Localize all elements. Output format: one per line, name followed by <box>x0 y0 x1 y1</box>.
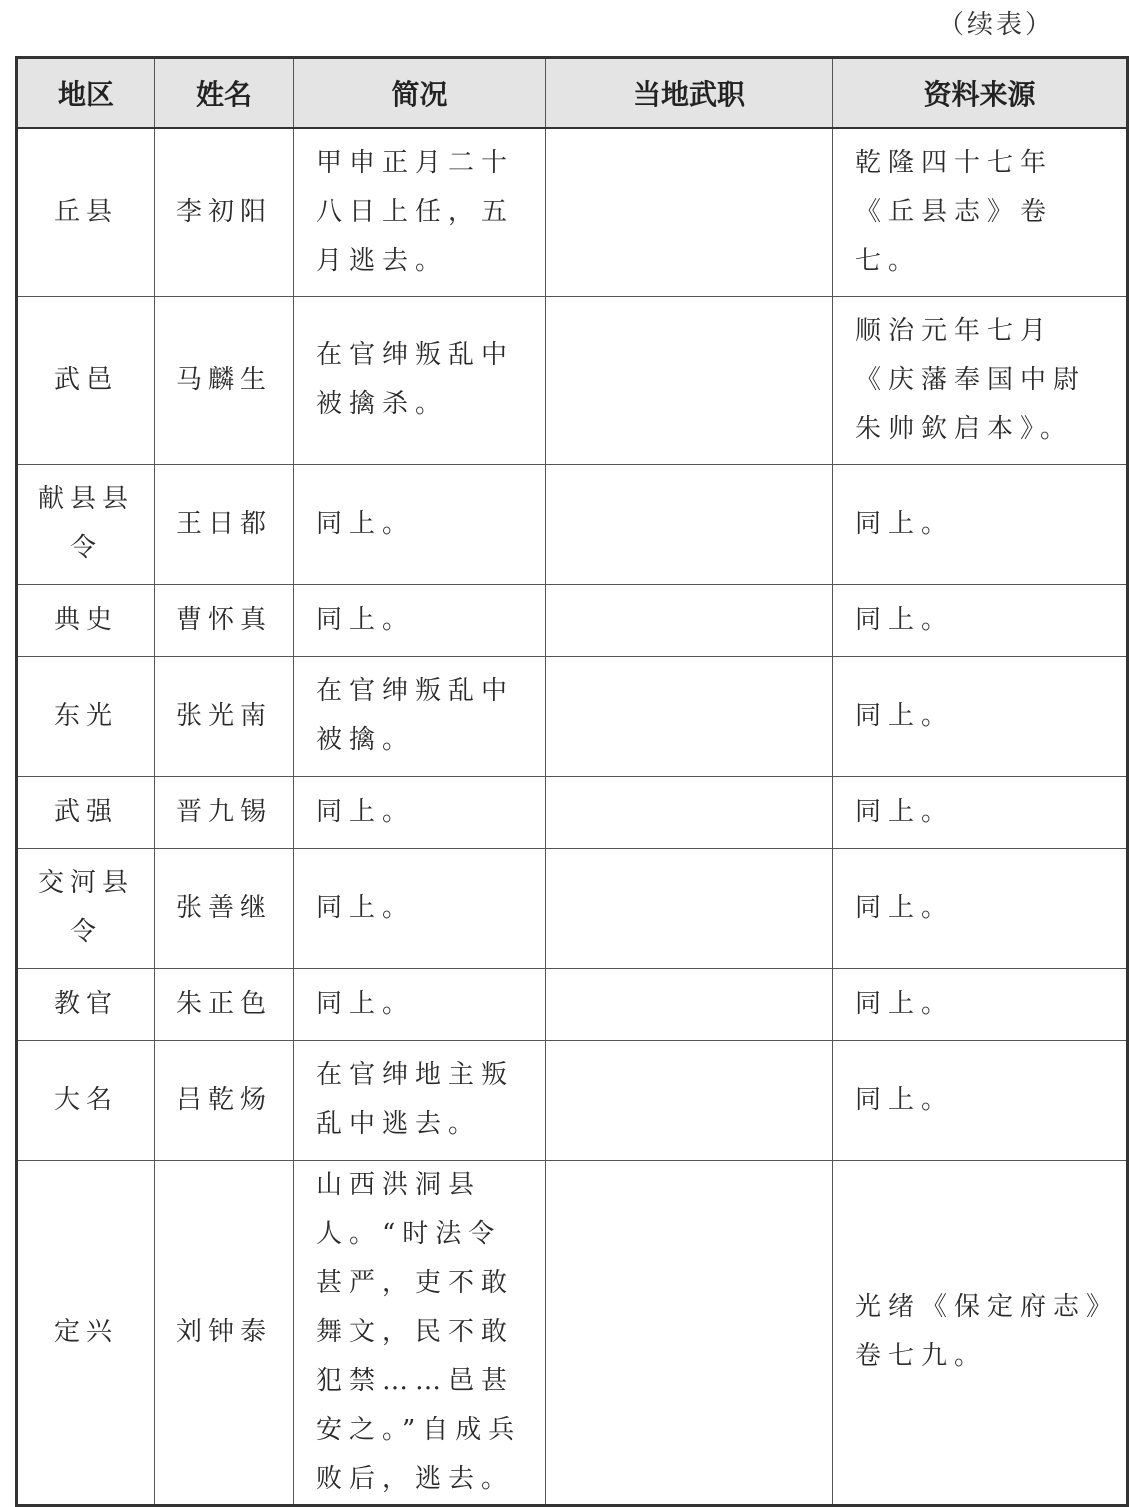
cell-source: 同上。 <box>833 776 1128 848</box>
cell-brief: 在官绅叛乱中被擒杀。 <box>294 296 546 464</box>
cell-military-post <box>546 1040 833 1160</box>
cell-region: 丘县 <box>17 128 155 296</box>
cell-source: 同上。 <box>833 464 1128 584</box>
cell-name: 晋九锡 <box>155 776 294 848</box>
table-row <box>17 656 1128 776</box>
cell-military-post <box>546 584 833 656</box>
cell-military-post <box>546 128 833 296</box>
table-row <box>17 1160 1128 1505</box>
cell-brief: 山西洪洞县人。“时法令甚严，吏不敢舞文，民不敢犯禁……邑甚安之。”自成兵败后，逃去。 <box>294 1160 546 1505</box>
cell-region: 东光 <box>17 656 155 776</box>
table-header-row <box>17 58 1128 129</box>
header-military-post: 当地武职 <box>546 58 833 129</box>
cell-region: 典史 <box>17 584 155 656</box>
cell-name: 朱正色 <box>155 968 294 1040</box>
cell-region: 献县县令 <box>17 464 155 584</box>
cell-region: 定兴 <box>17 1160 155 1505</box>
table-row <box>17 296 1128 464</box>
table-row <box>17 128 1128 296</box>
cell-brief: 同上。 <box>294 464 546 584</box>
cell-source: 同上。 <box>833 656 1128 776</box>
cell-source: 乾隆四十七年《丘县志》卷七。 <box>833 128 1128 296</box>
table-row <box>17 1040 1128 1160</box>
cell-brief: 同上。 <box>294 584 546 656</box>
header-source: 资料来源 <box>833 58 1128 129</box>
cell-region: 武强 <box>17 776 155 848</box>
cell-military-post <box>546 1160 833 1505</box>
cell-region: 教官 <box>17 968 155 1040</box>
cell-brief: 同上。 <box>294 776 546 848</box>
table-row <box>17 968 1128 1040</box>
cell-name: 张光南 <box>155 656 294 776</box>
cell-source: 同上。 <box>833 968 1128 1040</box>
cell-region: 交河县令 <box>17 848 155 968</box>
table-row <box>17 848 1128 968</box>
cell-brief: 同上。 <box>294 968 546 1040</box>
cell-military-post <box>546 968 833 1040</box>
cell-region: 大名 <box>17 1040 155 1160</box>
table-row <box>17 776 1128 848</box>
table-row <box>17 464 1128 584</box>
cell-name: 马麟生 <box>155 296 294 464</box>
cell-name: 吕乾炀 <box>155 1040 294 1160</box>
header-region: 地区 <box>17 58 155 129</box>
header-name: 姓名 <box>155 58 294 129</box>
cell-source: 同上。 <box>833 848 1128 968</box>
cell-brief: 甲申正月二十八日上任，五月逃去。 <box>294 128 546 296</box>
cell-brief: 在官绅地主叛乱中逃去。 <box>294 1040 546 1160</box>
cell-name: 曹怀真 <box>155 584 294 656</box>
continued-table-label: （续表） <box>938 10 1055 40</box>
cell-brief: 在官绅叛乱中被擒。 <box>294 656 546 776</box>
cell-name: 李初阳 <box>155 128 294 296</box>
header-brief: 简况 <box>294 58 546 129</box>
cell-brief: 同上。 <box>294 848 546 968</box>
table-row <box>17 584 1128 656</box>
cell-military-post <box>546 848 833 968</box>
officials-table <box>15 56 1129 1507</box>
cell-military-post <box>546 656 833 776</box>
cell-region: 武邑 <box>17 296 155 464</box>
cell-source: 同上。 <box>833 1040 1128 1160</box>
cell-name: 刘钟泰 <box>155 1160 294 1505</box>
cell-military-post <box>546 464 833 584</box>
cell-source: 顺治元年七月《庆藩奉国中尉朱帅欽启本》。 <box>833 296 1128 464</box>
cell-military-post <box>546 296 833 464</box>
cell-source: 光绪《保定府志》卷七九。 <box>833 1160 1128 1505</box>
cell-name: 张善继 <box>155 848 294 968</box>
cell-name: 王日都 <box>155 464 294 584</box>
cell-source: 同上。 <box>833 584 1128 656</box>
cell-military-post <box>546 776 833 848</box>
